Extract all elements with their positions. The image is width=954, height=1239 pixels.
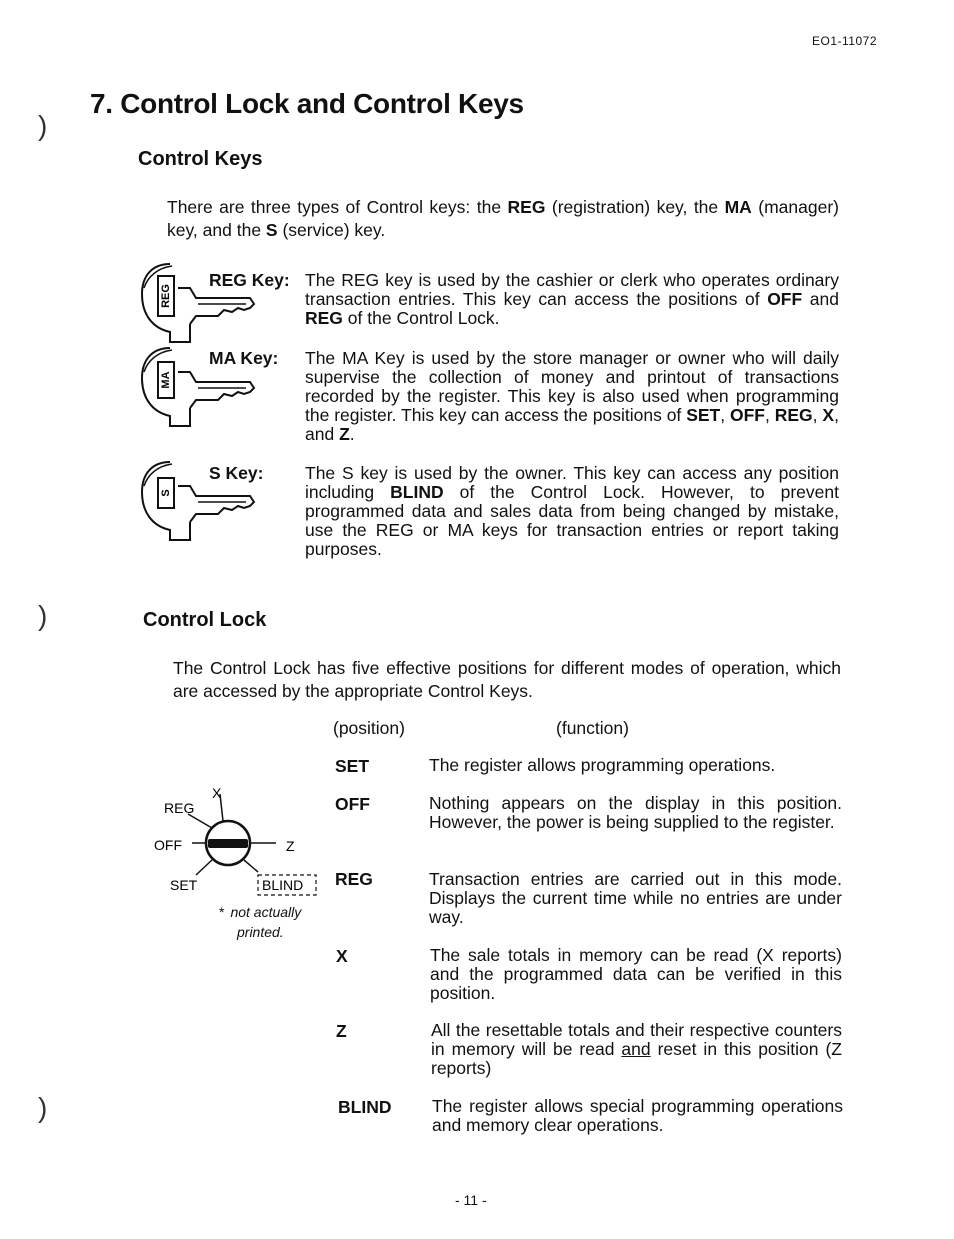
control-keys-heading: Control Keys [138, 148, 263, 170]
position-desc-blind: The register allows special programming operations and memory clear operations. [432, 1096, 843, 1135]
s-key-label: S Key: [209, 463, 264, 483]
dial-pointer [208, 839, 248, 848]
position-name-x: X [336, 946, 348, 966]
ma-key-label: MA Key: [209, 348, 279, 368]
margin-mark: ) [38, 110, 48, 141]
function-column-header: (function) [556, 718, 629, 738]
dial-label-set: SET [170, 877, 198, 893]
control-lock-intro: The Control Lock has five effective positions for different modes of operation, which are accessed by the appropriate Control Keys. [173, 658, 841, 701]
ma-key-tag: MA [159, 371, 172, 389]
position-desc-reg: Transaction entries are carried out in this mode. Displays the current time while no entries are under way. [429, 869, 842, 927]
margin-mark: ) [38, 600, 48, 631]
position-name-reg: REG [335, 869, 373, 889]
s-key-description: The S key is used by the owner. This key can access any position including BLIND of the Control Lock. However, to prevent programmed data and sales data from being changed by mistake, use the REG or MA keys for transaction entries or report taking purposes. [305, 463, 839, 559]
reg-key-label: REG Key: [209, 270, 290, 290]
page-number: - 11 - [455, 1192, 487, 1208]
position-desc-off: Nothing appears on the display in this position. However, the power is being supplied to the register. [429, 793, 842, 832]
control-lock-dial [148, 780, 328, 905]
control-keys-intro: There are three types of Control keys: the REG (registration) key, the MA (manager) key, and the S (service) key. [167, 197, 840, 240]
control-lock-heading: Control Lock [143, 609, 267, 631]
dial-label-blind: BLIND [262, 877, 304, 893]
dial-note: * not actually [219, 904, 302, 920]
dial-label-off: OFF [154, 837, 182, 853]
reg-key-tag: REG [159, 284, 172, 308]
ma-key-description: The MA Key is used by the store manager or owner who will daily supervise the collection of money and printout of transactions recorded by the register. This key is also used when programming the register. This key can access the positions of SET, OFF, REG, X, and Z. [305, 348, 839, 444]
s-key-tag: S [159, 489, 172, 497]
position-name-set: SET [335, 756, 370, 776]
dial-note-line2: printed. [237, 924, 284, 940]
dial-label-z: Z [286, 838, 295, 854]
position-desc-x: The sale totals in memory can be read (X reports) and the programmed data can be verified in this position. [430, 945, 842, 1003]
position-desc-set: The register allows programming operations. [429, 755, 776, 775]
dial-label-x: X [212, 785, 222, 801]
position-name-blind: BLIND [338, 1097, 392, 1117]
position-desc-z: All the resettable totals and their respective counters in memory will be read and reset in this position (Z reports) [431, 1020, 842, 1078]
position-column-header: (position) [333, 718, 405, 738]
document-code: EO1-11072 [812, 34, 877, 48]
dial-label-reg: REG [164, 800, 195, 816]
reg-key-description: The REG key is used by the cashier or clerk who operates ordinary transaction entries. This key can access the positions of OFF and REG of the Control Lock. [305, 270, 840, 328]
page-title: 7. Control Lock and Control Keys [90, 88, 524, 119]
position-name-off: OFF [335, 794, 370, 814]
position-name-z: Z [336, 1021, 347, 1041]
margin-mark: ) [38, 1092, 48, 1123]
